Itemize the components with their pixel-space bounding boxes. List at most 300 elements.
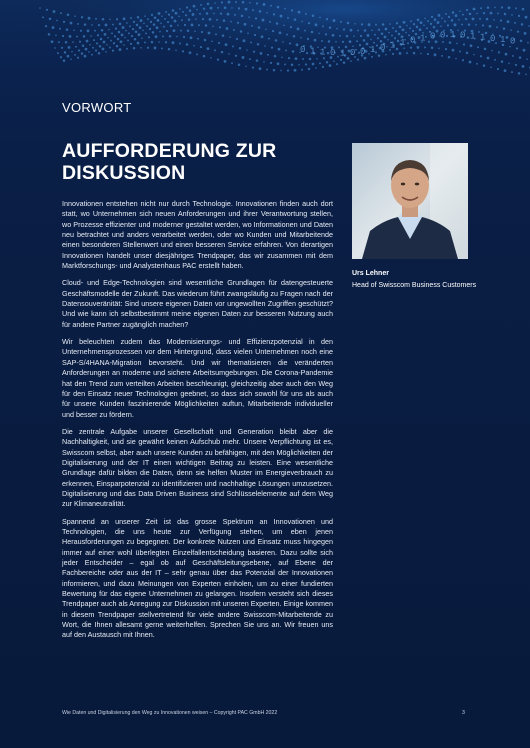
decor-dot [111, 32, 113, 34]
decor-dot [270, 62, 272, 64]
decor-dot [132, 28, 134, 30]
decor-dot [235, 55, 237, 57]
decor-dot [209, 18, 212, 21]
decor-dot [140, 47, 142, 49]
decor-dot [284, 8, 286, 10]
decor-dot [399, 26, 402, 29]
decor-dot [186, 43, 189, 46]
decor-dot [188, 18, 191, 21]
decor-dot [302, 58, 304, 60]
decor-dot [452, 11, 455, 14]
decor-dot [491, 50, 493, 52]
decor-dot [183, 36, 185, 38]
decor-dot [501, 60, 504, 63]
decor-dot [228, 1, 231, 4]
decor-dot [511, 71, 513, 73]
decor-dot [94, 30, 96, 32]
decor-dot [420, 53, 422, 55]
decor-dot [346, 35, 349, 38]
decor-dot [280, 70, 282, 72]
decor-dot [218, 42, 220, 44]
decor-dot [212, 25, 214, 27]
decor-digit: 1 [390, 40, 396, 51]
decor-digit: 1 [480, 32, 486, 43]
decor-dot [343, 61, 346, 64]
decor-dot [268, 38, 270, 40]
decor-dot [148, 36, 150, 38]
decor-dot [505, 53, 508, 56]
decor-dot [501, 6, 503, 8]
decor-dot [199, 13, 201, 15]
decor-dot [232, 45, 234, 47]
decor-dot [113, 42, 115, 44]
decor-dot [315, 23, 318, 26]
decor-dot [125, 30, 127, 32]
decor-dot [333, 19, 336, 22]
decor-dot [105, 51, 107, 53]
decor-dot [267, 54, 269, 56]
decor-dot [158, 12, 161, 15]
decor-dot [86, 40, 89, 43]
digital-wave-decoration [0, 0, 530, 90]
decor-dot [336, 28, 338, 30]
decor-dot [484, 48, 487, 51]
decor-dot [508, 6, 511, 9]
decor-dot [256, 2, 258, 4]
decor-dot [203, 55, 206, 58]
decor-dot [361, 23, 363, 25]
decor-dot [475, 24, 477, 26]
decor-dot [229, 36, 231, 38]
footer-text: Wie Daten und Digitalisierung den Weg zu Innovationen weisen – Copyright PAC GmbH 2022 [62, 710, 278, 716]
decor-digit: 0 [300, 45, 306, 55]
decor-dot [146, 25, 148, 27]
decor-dot [252, 66, 254, 68]
decor-dot [108, 29, 110, 31]
decor-dot [407, 42, 409, 44]
decor-dot [516, 47, 518, 49]
paragraph: Innovationen entstehen nicht nur durch Technologie. Innovationen finden auch dort statt, wo Unternehmen sich neuen Anforderungen und ihrer Verantwortung stellen, wo Prozesse effizienter und moderner gestaltet werden, wo Informationen und Daten neu betrachtet und anders verarbeitet werden, oder wo Kunden und Mitarbeitende einen besonderen Stellenwert und einen besseren Service erfahren. Von derartigen Innovationen handelt unser diesjähriges Trendpaper, das wir zusammen mit dem Marktforschungs- und Analystenhaus PAC erstellt haben. [62, 199, 333, 271]
decor-dot [298, 64, 300, 66]
decor-dot [526, 58, 528, 60]
decor-dot [309, 58, 312, 61]
decor-dot [306, 52, 308, 54]
decor-dot [178, 16, 180, 18]
decor-dot [410, 47, 412, 49]
decor-dot [459, 10, 461, 12]
decor-dot [285, 49, 287, 51]
decor-dot [182, 11, 184, 13]
decor-dot [487, 57, 490, 60]
decor-dot [456, 43, 458, 45]
section-label: VORWORT [62, 100, 132, 115]
decor-dot [67, 55, 70, 58]
decor-dot [133, 47, 136, 50]
decor-dot [202, 18, 204, 20]
decor-dot [149, 28, 151, 30]
decor-dot [78, 49, 80, 51]
decor-dot [506, 36, 509, 39]
decor-dot [301, 21, 303, 23]
decor-dot [270, 5, 272, 7]
decor-dot [398, 33, 401, 36]
decor-dot [515, 64, 517, 66]
decor-dot [93, 39, 95, 41]
decor-dot [171, 16, 174, 19]
decor-dot [224, 6, 227, 9]
decor-dot [189, 51, 192, 54]
decor-dot [95, 18, 97, 20]
decor-dot [249, 2, 251, 4]
decor-dot [200, 46, 202, 48]
decor-dot [264, 45, 266, 47]
decor-dot [275, 39, 278, 42]
decor-dot [260, 52, 263, 55]
decor-dot [121, 33, 124, 36]
decor-dot [417, 19, 420, 22]
decor-dot [394, 37, 396, 39]
decor-dot [176, 36, 178, 38]
decor-dot [416, 26, 419, 29]
decor-dot [321, 40, 323, 42]
decor-dot [81, 52, 84, 55]
decor-dot [266, 12, 268, 14]
decor-dot [490, 12, 493, 15]
decor-dot [66, 28, 69, 31]
decor-dot [293, 35, 296, 38]
decor-dot [486, 18, 489, 21]
decor-dot [378, 29, 380, 31]
decor-dot [434, 18, 437, 21]
decor-dot [84, 23, 87, 26]
decor-dot [265, 28, 267, 30]
decor-dot [150, 21, 152, 23]
decor-dot [55, 35, 57, 37]
decor-dot [112, 50, 114, 52]
decor-dot [295, 57, 298, 60]
decor-dot [447, 24, 449, 26]
decor-dot [462, 14, 464, 16]
decor-dot [152, 31, 155, 34]
decor-dot [151, 14, 153, 16]
decor-dot [211, 41, 213, 43]
portrait-photo [352, 143, 468, 259]
decor-dot [417, 46, 420, 49]
decor-dot [85, 48, 88, 51]
decor-dot [201, 31, 203, 33]
decor-dot [87, 29, 90, 32]
decor-dot [518, 72, 521, 75]
decor-dot [217, 59, 219, 61]
decor-dot [454, 23, 457, 26]
page-title [62, 140, 332, 184]
decor-dot [56, 20, 58, 22]
decor-dot [294, 69, 297, 72]
decor-dot [323, 57, 325, 59]
decor-dot [271, 47, 273, 49]
decor-dot [73, 29, 75, 31]
decor-dot [105, 24, 108, 27]
decor-dot [273, 13, 275, 15]
decor-dot [451, 19, 454, 22]
decor-dot [217, 7, 219, 9]
decor-dot [292, 50, 295, 53]
decor-dot [367, 34, 370, 37]
decor-dot [102, 18, 105, 21]
decor-dot [263, 3, 266, 6]
decor-dot [307, 38, 309, 40]
decor-dot [441, 55, 443, 57]
decor-dot [378, 54, 381, 57]
decor-dot [72, 41, 74, 43]
decor-dot [385, 28, 388, 31]
decor-dot [357, 59, 359, 61]
decor-dot [430, 23, 432, 25]
decor-dot [272, 30, 274, 32]
decor-dot [274, 55, 277, 58]
decor-dot [376, 44, 378, 46]
decor-dot [467, 36, 470, 39]
decor-dot [122, 26, 125, 29]
decor-dot [166, 30, 168, 32]
decor-dot [517, 31, 519, 33]
decor-dot [245, 65, 247, 67]
decor-dot [333, 60, 335, 62]
decor-dot [126, 48, 128, 50]
decor-dot [389, 23, 391, 25]
decor-dot [325, 33, 327, 35]
decor-dot [77, 23, 79, 25]
paragraph: Cloud- und Edge-Technologien sind wesentliche Grundlagen für datengesteuerte Geschäftsmodelle der Zukunft. Das wiederum führt zwangsläufig zu Fragen nach der Datensouveränität: Sind unsere eigenen Daten vor ungewollten Zugriffen geschützt? Und wie kann ich selbstbestimmt meine eigenen Daten zur besseren Nutzung auch für andere Partner zugänglich machen? [62, 278, 333, 329]
decor-dot [257, 43, 260, 46]
decor-dot [53, 10, 56, 13]
decor-dot [238, 7, 240, 9]
decor-digit: 0 [440, 30, 446, 41]
paragraph: Wir beleuchten zudem das Modernisierungs- und Effizienzpotenzial in den Unternehmensprozessen vor dem Hintergrund, dass vielen Unternehmen noch eine SAP-S/4HANA-Migration bevorsteht. Und wir thematisieren die veränderten Anforderungen an moderne und sichere Arbeitsumgebungen. Die Corona-Pandemie hat den Trend zum verteilten Arbeiten beschleunigt, gleichzeitig aber auch den Weg für den Einsatz neuer Technologien geebnet, so dass sich sowohl für uns als auch für unsere Kunden faszinierende Möglichkeiten auftun, Mitarbeitende individueller und besser zu fördern. [62, 337, 333, 419]
decor-dot [377, 37, 379, 39]
decor-dot [104, 33, 107, 36]
decor-dot [431, 46, 434, 49]
decor-dot [463, 43, 465, 45]
decor-dot [319, 17, 321, 19]
decor-dot [520, 40, 523, 43]
decor-dot [228, 53, 230, 55]
decor-dot [103, 41, 106, 44]
decor-dot [196, 9, 198, 11]
decor-dot [144, 41, 146, 43]
decor-dot [163, 26, 165, 28]
decor-dot [98, 52, 101, 55]
decor-dot [473, 8, 476, 11]
decor-dot [511, 14, 513, 16]
decor-dot [223, 19, 226, 22]
decor-dot [347, 22, 350, 25]
decor-dot [308, 68, 311, 71]
decor-dot [387, 39, 389, 41]
decor-dot [360, 35, 362, 37]
decor-dot [81, 16, 83, 18]
decor-dot [88, 17, 91, 20]
decor-dot [426, 27, 428, 29]
decor-dot [280, 15, 283, 18]
decor-dot [175, 12, 178, 15]
decor-dot [164, 18, 166, 20]
decor-dot [240, 30, 243, 33]
decor-dot [63, 21, 65, 23]
decor-dot [340, 59, 342, 61]
decor-dot [500, 19, 502, 21]
decor-dot [161, 47, 163, 49]
decor-dot [99, 45, 102, 48]
decor-dot [445, 13, 447, 15]
decor-dot [523, 49, 526, 52]
decor-dot [216, 19, 218, 21]
decor-dot [373, 42, 375, 44]
decor-dot [504, 69, 507, 72]
decor-dot [219, 26, 221, 28]
decor-dot [168, 14, 170, 16]
decor-dot [326, 61, 329, 64]
decor-dot [300, 37, 302, 39]
decor-dot [469, 61, 472, 64]
title-line-1: AUFFORDERUNG ZUR [62, 140, 277, 162]
decor-dot [213, 13, 215, 15]
decor-dot [156, 26, 159, 29]
decor-dot [427, 53, 429, 55]
decor-dot [101, 29, 104, 32]
portrait-name: Urs Lehner [352, 270, 389, 277]
decor-dot [322, 66, 324, 68]
decor-dot [281, 56, 283, 58]
decor-dot [204, 39, 207, 42]
decor-dot [69, 35, 72, 38]
decor-dot [508, 63, 510, 65]
decor-dot [203, 8, 205, 10]
decor-dot [208, 32, 211, 35]
paragraph: Spannend an unserer Zeit ist das grosse Spektrum an Innovationen und Technologien, die uns heute zur Verfügung stehen, um eben jenen Herausforderungen zu begegnen. Der konkrete Nutzen und Einsatz muss hingegen immer auf einer wohl überlegten Einzelfallentscheidung basieren. Dazu sollte sich jeder Entscheider – egal ob auf Geschäftsleitungsebene, auf Ebene der Fachbereiche oder aus der IT – sehr genau über das Potenzial der Innovationen informieren, und dazu Meinungen von Experten einholen, um zu einer fundierten Bewertung für das eigene Unternehmen zu gelangen. Insofern versteht sich dieses Trendpaper auch als Anregung zur Diskussion mit unseren Experten. Einige kommen in diesem Trendpaper stellvertretend für viele andere Swisscom-Mitarbeitende zu Wort, die Ihnen allesamt gerne weiterhelfen. Sprechen Sie uns an. Wir freuen uns auf den Austausch mit Ihnen. [62, 516, 334, 640]
decor-dot [296, 43, 299, 46]
decor-dot [391, 35, 393, 37]
decor-dot [130, 43, 132, 45]
decor-dot [480, 7, 482, 9]
decor-dot [318, 33, 320, 35]
decor-digit: 0 [330, 48, 336, 59]
decor-dot [214, 2, 216, 4]
decor-dot [92, 47, 94, 49]
decor-dot [242, 56, 245, 59]
decor-dot [172, 9, 175, 12]
decor-dot [142, 30, 144, 32]
decor-dot [205, 24, 208, 27]
decor-dot [182, 50, 184, 52]
decor-dot [172, 41, 175, 44]
decor-dot [123, 17, 126, 20]
decor-dot [305, 63, 307, 65]
decor-dot [109, 19, 111, 21]
decor-dot [363, 39, 366, 42]
decor-dot [420, 21, 423, 24]
decor-dot [263, 61, 265, 63]
decor-dot [459, 51, 461, 53]
decor-dot [42, 16, 44, 18]
decor-dot [187, 30, 190, 33]
decor-dot [133, 21, 135, 23]
decor-digit: 0 [490, 33, 496, 44]
decor-dot [155, 35, 158, 38]
decor-digit: 1 [310, 46, 316, 57]
decor-dot [67, 14, 70, 17]
decor-dot [413, 52, 416, 55]
decor-dot [147, 47, 149, 49]
decor-dot [138, 33, 141, 36]
decor-dot [179, 8, 181, 10]
decor-dot [336, 63, 338, 65]
decor-dot [91, 24, 93, 26]
decor-dot [253, 51, 255, 53]
decor-digit: 1 [400, 37, 406, 48]
decor-dot [311, 31, 314, 33]
decor-dot [308, 22, 310, 24]
decor-dot [136, 24, 139, 27]
decor-dot [448, 56, 451, 59]
decor-dot [186, 6, 188, 8]
decor-dot [269, 21, 271, 23]
decor-dot [236, 38, 238, 40]
decor-dot [241, 15, 244, 18]
decor-dot [427, 20, 429, 22]
decor-dot [135, 31, 138, 34]
decor-dot [489, 25, 492, 28]
decor-dot [207, 47, 210, 50]
decor-dot [102, 48, 105, 51]
decor-dot [496, 26, 498, 28]
decor-dot [51, 40, 54, 43]
decor-dot [298, 11, 301, 14]
decor-dot [64, 51, 67, 54]
decor-dot [494, 7, 496, 9]
decor-dot [71, 51, 73, 53]
decor-dot [168, 48, 171, 51]
decor-dot [364, 29, 367, 32]
decor-dot [210, 7, 213, 10]
decor-dot [322, 25, 324, 27]
decor-dot [137, 16, 140, 19]
decor-dot [235, 1, 237, 3]
decor-dot [431, 16, 433, 18]
decor-dot [410, 20, 412, 22]
decor-dot [242, 1, 245, 4]
decor-dot [119, 48, 122, 51]
decor-dot [312, 63, 315, 66]
decor-dot [354, 23, 356, 25]
decor-dot [392, 27, 394, 29]
decor-dot [234, 14, 236, 16]
decor-dot [449, 41, 452, 44]
decor-dot [497, 12, 499, 14]
decor-dot [119, 23, 122, 26]
decor-dot [107, 37, 109, 39]
decor-dot [524, 32, 527, 35]
decor-dot [91, 54, 93, 56]
decor-dot [289, 42, 291, 44]
decor-dot [249, 58, 251, 60]
decor-dot [329, 64, 332, 67]
decor-dot [54, 47, 56, 49]
decor-dot [444, 20, 446, 22]
decor-dot [181, 19, 183, 21]
decor-dot [251, 25, 253, 27]
decor-dot [465, 18, 467, 20]
